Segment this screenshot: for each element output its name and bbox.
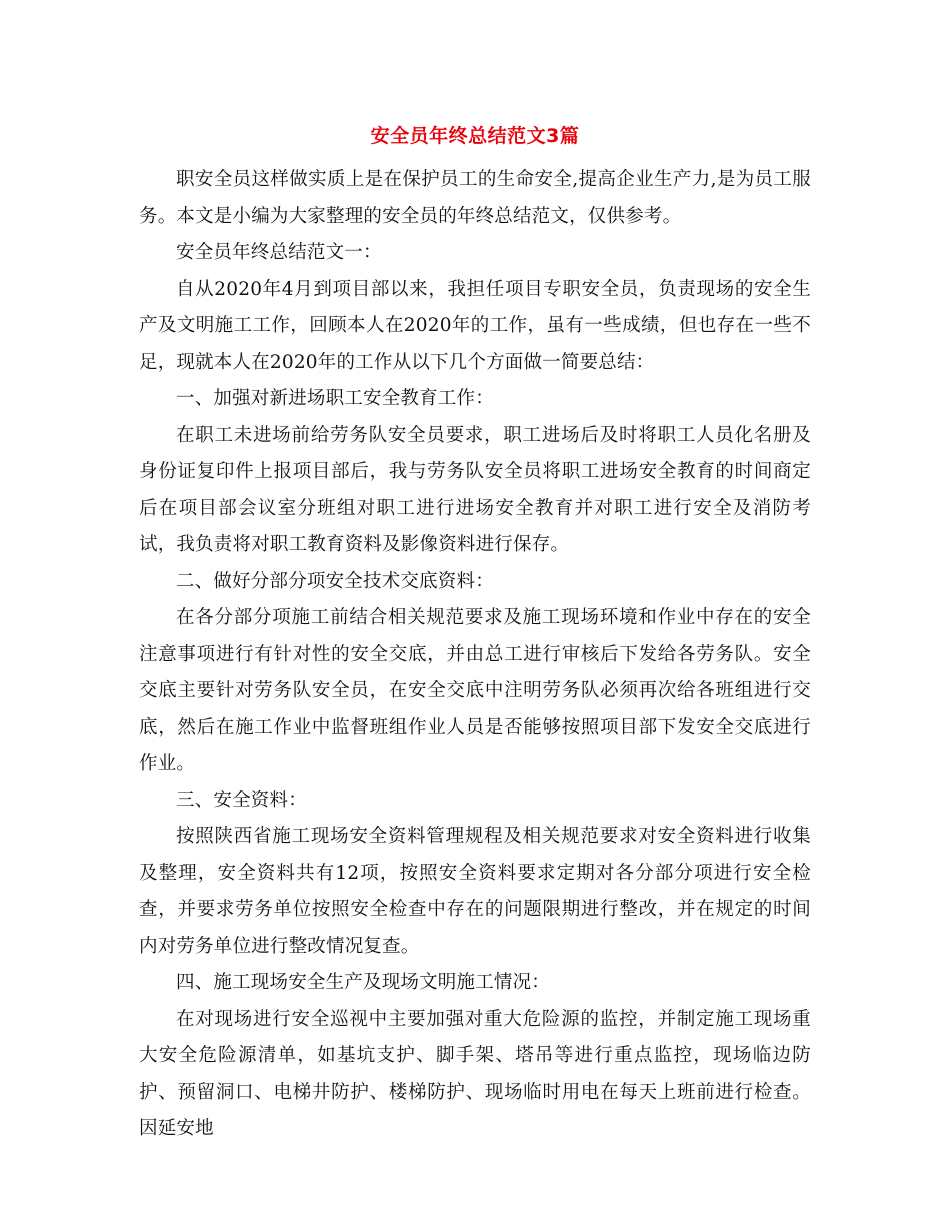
paragraph-heading-3: 三、安全资料：	[176, 789, 307, 811]
paragraph-heading-2: 二、做好分部分项安全技术交底资料：	[176, 570, 494, 592]
paragraph-heading-1: 一、加强对新进场职工安全教育工作：	[176, 388, 494, 409]
paragraph: 按照陕西省施工现场安全资料管理规程及相关规范要求对安全资料进行收集及整理，安全资料共有12项，按照安全资料要求定期对各分部分项进行安全检查，并要求劳务单位按照安全检查中存在的问题限期进行整改，并在规定的时间内对劳务单位进行整改情况复查。	[139, 826, 811, 957]
paragraph-heading-4: 四、施工现场安全生产及现场文明施工情况：	[176, 972, 551, 993]
document-body	[139, 162, 811, 1148]
paragraph: 自从2020年4月到项目部以来，我担任项目专职安全员，负责现场的安全生产及文明施工工作，回顾本人在2020年的工作，虽有一些成绩，但也存在一些不足，现就本人在2020年的工作从以下几个方面做一简要总结：	[139, 278, 811, 373]
paragraph: 在对现场进行安全巡视中主要加强对重大危险源的监控，并制定施工现场重大安全危险源清单，如基坑支护、脚手架、塔吊等进行重点监控，现场临边防护、预留洞口、电梯井防护、楼梯防护、现场临时用电在每天上班前进行检查。因延安地	[139, 1008, 811, 1139]
paragraph: 在职工未进场前给劳务队安全员要求，职工进场后及时将职工人员化名册及身份证复印件上报项目部后，我与劳务队安全员将职工进场安全教育的时间商定后在项目部会议室分班组对职工进行进场安全教育并对职工进行安全及消防考试，我负责将对职工教育资料及影像资料进行保存。	[139, 424, 811, 555]
paragraph-section-heading: 安全员年终总结范文一：	[176, 242, 382, 263]
document-title: 安全员年终总结范文3篇	[370, 125, 580, 147]
paragraph-intro: 职安全员这样做实质上是在保护员工的生命安全,提高企业生产力,是为员工服务。本文是小编为大家整理的安全员的年终总结范文，仅供参考。	[139, 169, 811, 227]
paragraph: 在各分部分项施工前结合相关规范要求及施工现场环境和作业中存在的安全注意事项进行有针对性的安全交底，并由总工进行审核后下发给各劳务队。安全交底主要针对劳务队安全员，在安全交底中注明劳务队必须再次给各班组进行交底，然后在施工作业中监督班组作业人员是否能够按照项目部下发安全交底进行作业。	[139, 607, 811, 774]
